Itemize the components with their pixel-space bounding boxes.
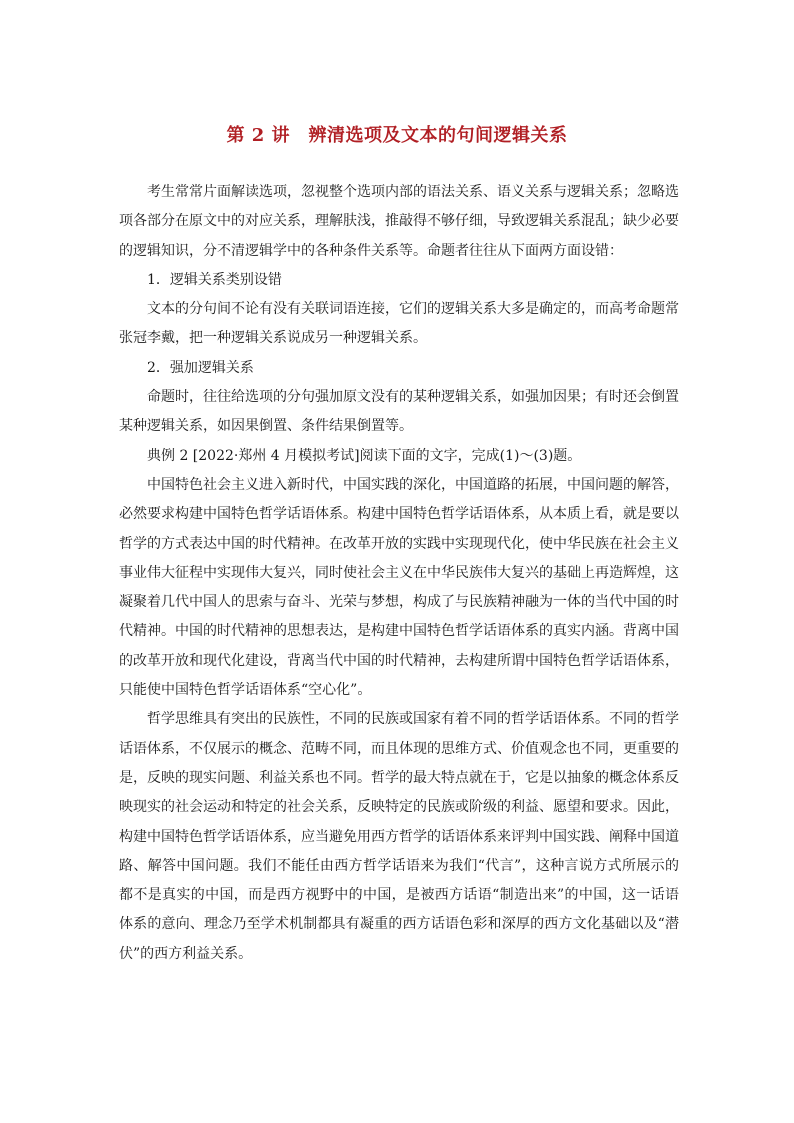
section-paragraph-1: 文本的分句间不论有没有关联词语连接，它们的逻辑关系大多是确定的，而高考命题常张冠李戴，把一种逻辑关系说成另一种逻辑关系。 — [119, 301, 679, 347]
page-title: 第 2 讲 辨清选项及文本的句间逻辑关系 — [226, 125, 568, 146]
document-body — [119, 178, 679, 969]
example-heading: 典例 2 [2022·郑州 4 月模拟考试]阅读下面的文字，完成(1)～(3)题。 — [147, 447, 582, 464]
section-heading-2: 2．强加逻辑关系 — [147, 359, 254, 376]
section-heading-1: 1．逻辑关系类别设错 — [147, 271, 282, 288]
intro-paragraph: 考生常常片面解读选项，忽视整个选项内部的语法关系、语义关系与逻辑关系；忽略选项各部分在原文中的对应关系，理解肤浅，推敲得不够仔细，导致逻辑关系混乱；缺少必要的逻辑知识，分不清逻辑学中的各种条件关系等。命题者往往从下面两方面设错： — [119, 184, 679, 259]
passage-paragraph-2: 哲学思维具有突出的民族性，不同的民族或国家有着不同的哲学话语体系。不同的哲学话语体系，不仅展示的概念、范畴不同，而且体现的思维方式、价值观念也不同，更重要的是，反映的现实问题、利益关系也不同。哲学的最大特点就在于，它是以抽象的概念体系反映现实的社会运动和特定的社会关系，反映特定的民族或阶级的利益、愿望和要求。因此，构建中国特色哲学话语体系，应当避免用西方哲学的话语体系来评判中国实践、阐释中国道路、解答中国问题。我们不能任由西方哲学话语来为我们“代言”，这种言说方式所展示的都不是真实的中国，而是西方视野中的中国，是被西方话语“制造出来”的中国，这一话语体系的意向、理念乃至学术机制都具有凝重的西方话语色彩和深厚的西方文化基础以及“潜伏”的西方利益关系。 — [119, 711, 679, 962]
passage-paragraph-1: 中国特色社会主义进入新时代，中国实践的深化，中国道路的拓展，中国问题的解答，必然要求构建中国特色哲学话语体系。构建中国特色哲学话语体系，从本质上看，就是要以哲学的方式表达中国的时代精神。在改革开放的实践中实现现代化，使中华民族在社会主义事业伟大征程中实现伟大复兴，同时使社会主义在中华民族伟大复兴的基础上再造辉煌，这凝聚着几代中国人的思索与奋斗、光荣与梦想，构成了与民族精神融为一体的当代中国的时代精神。中国的时代精神的思想表达，是构建中国特色哲学话语体系的真实内涵。背离中国的改革开放和现代化建设，背离当代中国的时代精神，去构建所谓中国特色哲学话语体系，只能使中国特色哲学话语体系“空心化”。 — [119, 476, 679, 699]
section-paragraph-2: 命题时，往往给选项的分句强加原文没有的某种逻辑关系，如强加因果；有时还会倒置某种逻辑关系，如因果倒置、条件结果倒置等。 — [119, 389, 679, 435]
